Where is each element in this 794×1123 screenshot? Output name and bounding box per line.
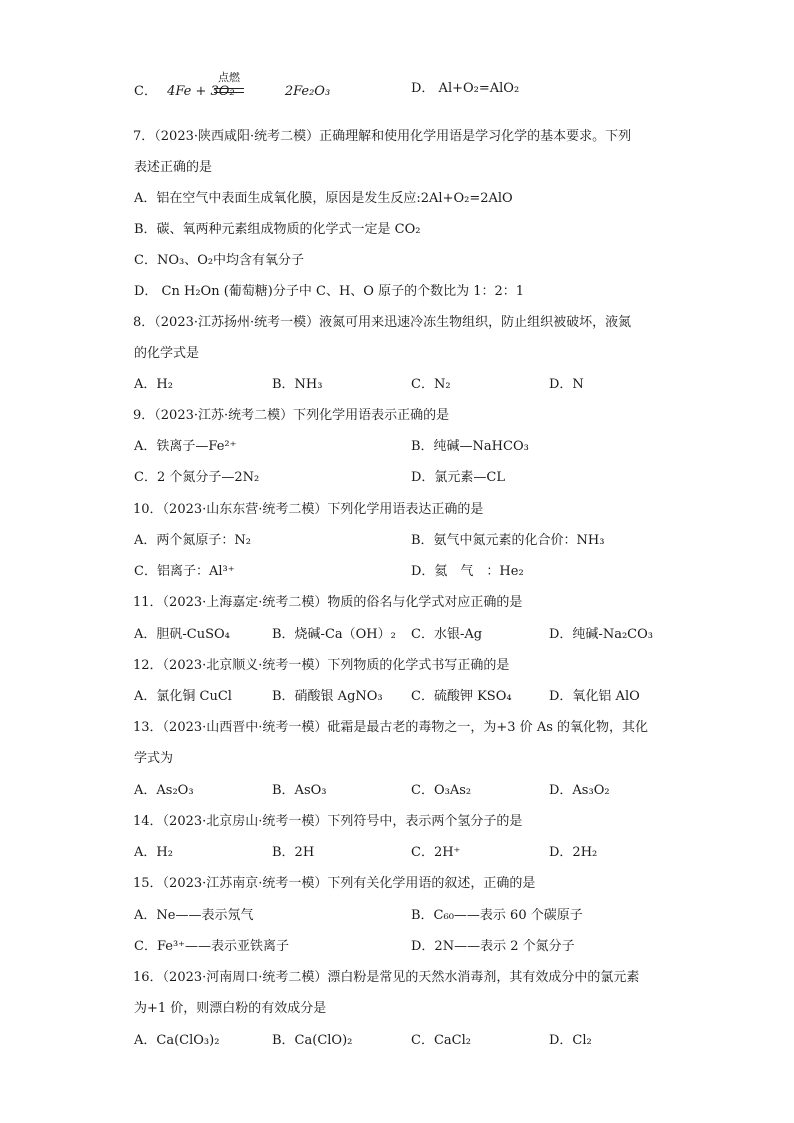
q7-option-c: C．NO₃、O₂中均含有氧分子: [134, 253, 305, 268]
q15-option-a: A．Ne——表示氖气: [134, 908, 254, 923]
q8-option-a: A．H₂: [134, 377, 173, 392]
q8-option-d: D．N: [549, 377, 584, 392]
q10-option-d: D．氦 气 ：He₂: [411, 564, 524, 579]
q6-option-d: D． Al+O₂=AlO₂: [411, 81, 520, 96]
q14-option-c: C．2H⁺: [411, 845, 461, 860]
q7-option-d: D． Cn H₂On (葡萄糖)分子中 C、H、O 原子的个数比为 1：2：1: [134, 284, 525, 299]
q14-option-b: B．2H: [272, 845, 315, 860]
q14-stem-line1: 14．（2023·北京房山·统考一模）下列符号中，表示两个氢分子的是: [133, 814, 523, 829]
q13-stem-line1: 13．（2023·山西晋中·统考一模）砒霜是最古老的毒物之一，为+3 价 As 的氧化物，其化: [133, 720, 649, 735]
q13-option-b: B．AsO₃: [272, 783, 327, 798]
q9-stem-line1: 9．（2023·江苏·统考二模）下列化学用语表示正确的是: [133, 408, 450, 423]
q12-option-c: C．硫酸钾 KSO₄: [411, 689, 512, 704]
q15-option-b: B．C₆₀——表示 60 个碳原子: [411, 908, 583, 923]
q10-option-b: B．氨气中氮元素的化合价：NH₃: [411, 533, 605, 548]
q8-option-c: C．N₂: [411, 377, 451, 392]
q12-option-a: A．氯化铜 CuCl: [134, 689, 232, 704]
q13-option-d: D．As₃O₂: [549, 783, 610, 798]
q10-stem-line1: 10．（2023·山东东营·统考二模）下列化学用语表达正确的是: [133, 502, 484, 517]
q9-option-a: A．铁离子—Fe²⁺: [134, 439, 237, 454]
q12-option-d: D．氧化铝 AlO: [549, 689, 640, 704]
q13-stem-line2: 学式为: [134, 751, 174, 766]
reaction-condition: 点燃: [218, 71, 240, 84]
q13-option-a: A．As₂O₃: [134, 783, 194, 798]
q16-option-b: B．Ca(ClO)₂: [272, 1033, 353, 1048]
reaction-equals-sign: [214, 88, 244, 93]
q8-option-b: B．NH₃: [272, 377, 323, 392]
q6-option-c-equation: C． 4Fe + 3O₂ 2Fe₂O₃: [134, 84, 331, 99]
q10-option-a: A．两个氮原子：N₂: [134, 533, 251, 548]
q15-stem-line1: 15．（2023·江苏南京·统考一模）下列有关化学用语的叙述，正确的是: [133, 876, 536, 891]
q14-option-d: D．2H₂: [549, 845, 598, 860]
q16-option-a: A．Ca(ClO₃)₂: [134, 1033, 220, 1048]
q9-option-d: D．氯元素—CL: [411, 470, 506, 485]
q8-stem-line2: 的化学式是: [134, 346, 200, 361]
q16-option-c: C．CaCl₂: [411, 1033, 471, 1048]
q11-stem-line1: 11．（2023·上海嘉定·统考二模）物质的俗名与化学式对应正确的是: [133, 595, 523, 610]
q16-option-d: D．Cl₂: [549, 1033, 592, 1048]
q16-stem-line1: 16．（2023·河南周口·统考二模）漂白粉是常见的天然水消毒剂，其有效成分中的氯元素: [133, 970, 640, 985]
q12-option-b: B．硝酸银 AgNO₃: [272, 689, 383, 704]
q11-option-d: D．纯碱-Na₂CO₃: [549, 627, 653, 642]
q9-option-c: C．2 个氮分子—2N₂: [134, 470, 260, 485]
q7-stem-line2: 表述正确的是: [134, 160, 213, 175]
q11-option-a: A．胆矾-CuSO₄: [134, 627, 230, 642]
q9-option-b: B．纯碱—NaHCO₃: [411, 439, 529, 454]
q7-stem-line1: 7．（2023·陕西咸阳·统考二模）正确理解和使用化学用语是学习化学的基本要求。下列: [133, 129, 632, 144]
q15-option-d: D．2N——表示 2 个氮分子: [411, 939, 575, 954]
q7-option-b: B．碳、氧两种元素组成物质的化学式一定是 CO₂: [134, 222, 421, 237]
q15-option-c: C．Fe³⁺——表示亚铁离子: [134, 939, 290, 954]
q11-option-b: B．烧碱-Ca（OH）₂: [272, 627, 396, 642]
q16-stem-line2: 为+1 价，则漂白粉的有效成分是: [134, 1001, 327, 1016]
q7-option-a: A．铝在空气中表面生成氧化膜，原因是发生反应:2Al+O₂=2AlO: [134, 191, 513, 206]
q8-stem-line1: 8．（2023·江苏扬州·统考一模）液氮可用来迅速冷冻生物组织，防止组织被破坏，液氮: [133, 315, 632, 330]
q11-option-c: C．水银-Ag: [411, 627, 483, 642]
q13-option-c: C．O₃As₂: [411, 783, 472, 798]
q10-option-c: C．铝离子：Al³⁺: [134, 564, 235, 579]
q14-option-a: A．H₂: [134, 845, 173, 860]
q12-stem-line1: 12．（2023·北京顺义·统考一模）下列物质的化学式书写正确的是: [133, 658, 510, 673]
